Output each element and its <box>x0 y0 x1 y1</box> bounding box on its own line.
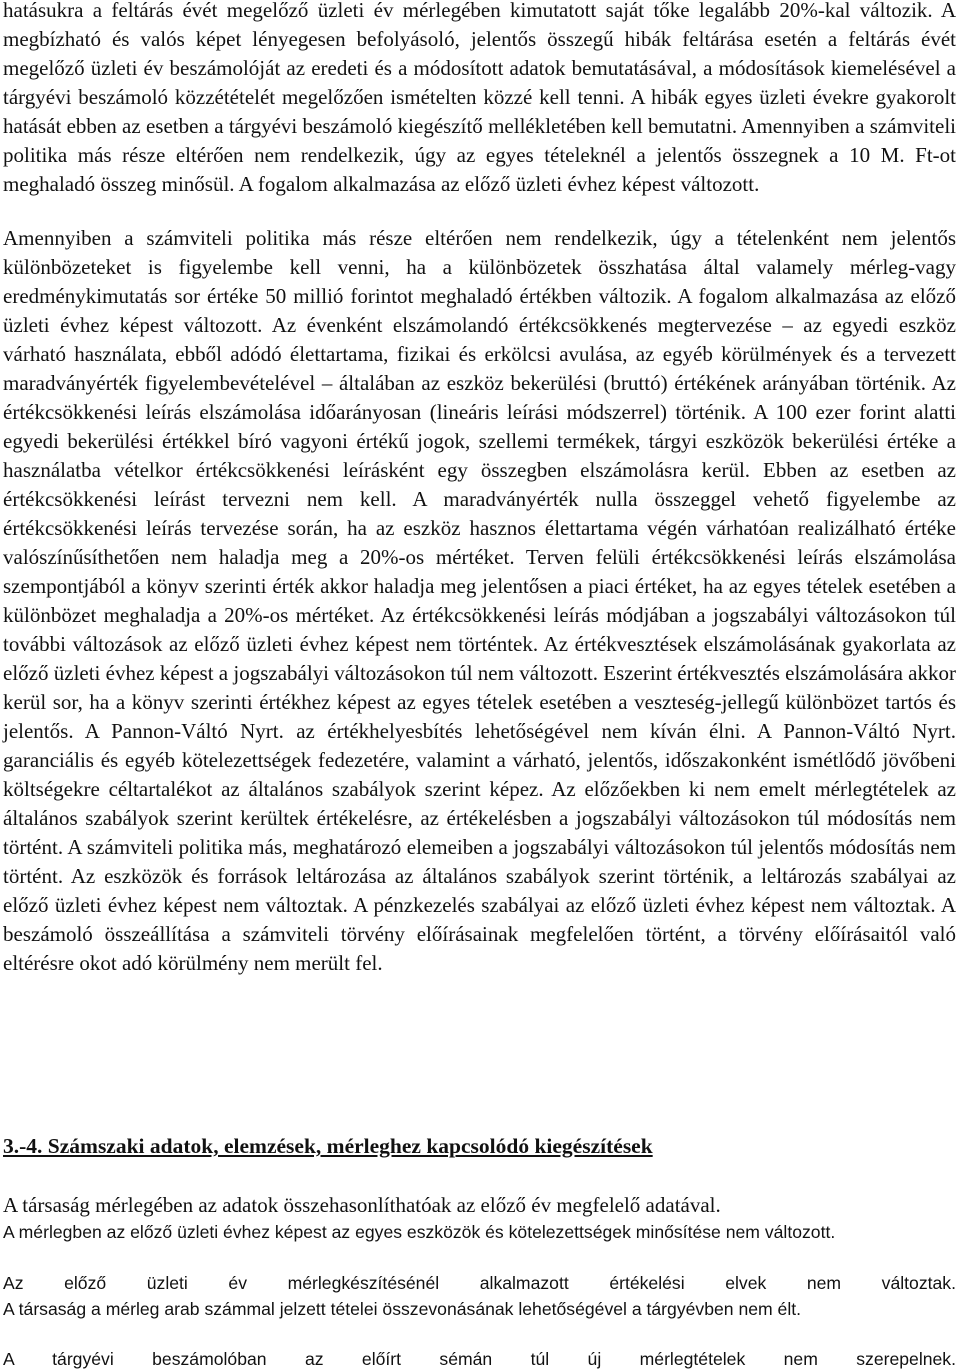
body-paragraph-top: hatásukra a feltárás évét megelőző üzleti év mérlegében kimutatott saját tőke legalább 20%-kal változik. A megbízható és valós képet lényegesen befolyásoló, jelentős összegű hibák feltárása esetén a feltárás évét megelőző üzleti év beszámolóját az eredeti és a módosított adatok bemutatásával, a módosítások kiemelésével a tárgyévi beszámoló közzétételét megelőzően ismételten közzé kell tenni. A hibák egyes üzleti évekre gyakorolt hatását ebben az esetben a tárgyévi beszámoló kiegészítő mellékletében kell bemutatni. Amennyiben a számviteli politika más része eltérően nem rendelkezik, úgy az egyes tételeknél a jelentős összegnek a 10 M. Ft-ot meghaladó összeg minősül. A fogalom alkalmazása az előző üzleti évhez képest változott. <box>3 0 956 196</box>
paragraph-classification: A mérlegben az előző üzleti évhez képest az egyes eszközök és kötelezettségek minősítése nem változott. <box>3 1222 836 1242</box>
paragraph-merging: A társaság a mérleg arab számmal jelzett tételei összevonásának lehetőségével a tárgyévben nem élt. <box>3 1299 802 1319</box>
paragraph-new-items: A tárgyévi beszámolóban az előírt sémán túl új mérlegtételek nem szerepelnek. <box>3 1349 956 1369</box>
paragraph-valuation: Az előző üzleti év mérlegkészítésénél alkalmazott értékelési elvek nem változtak. <box>3 1273 956 1293</box>
intro-sentence: A társaság mérlegében az adatok összehasonlíthatóak az előző év megfelelő adatával. <box>3 1193 721 1217</box>
body-paragraph-main: Amennyiben a számviteli politika más része eltérően nem rendelkezik, úgy a tételenként nem jelentős különbözeteket is figyelembe kell venni, ha a különbözetek összhatása által valamely mérleg-vagy eredménykimutatás sor értéke 50 millió forintot meghaladó értékben változik. A fogalom alkalmazása az előző üzleti évhez képest változott. Az évenként elszámolandó értékcsökkenés megtervezése – az egyedi eszköz várható használata, ebből adódó élettartama, fizikai és erkölcsi avulása, az egyéb körülmények és a tervezett maradványérték figyelembevételével – általában az eszköz bekerülési (bruttó) értékének arányában történik. Az értékcsökkenési leírás elszámolása időarányosan (lineáris leírási módszerrel) történik. A 100 ezer forint alatti egyedi bekerülési értékkel bíró vagyoni értékű jogok, szellemi termékek, tárgyi eszközök bekerülési értéke a használatba vételkor értékcsökkenési leírásként egy összegben elszámolásra kerül. Ebben az esetben az értékcsökkenési leírást tervezni nem kell. A maradványérték nulla összeggel vehető figyelembe az értékcsökkenési leírás tervezése során, ha az eszköz hasznos élettartama végén várhatóan realizálható értéke valószínűsíthetően nem haladja meg a 20%-os mértéket. Terven felüli értékcsökkenési leírás elszámolása szempontjából a könyv szerinti érték akkor haladja meg jelentősen a piaci értéket, ha az egyes tételek esetében a különbözet meghaladja a 20%-os mértéket. Az értékcsökkenési leírás módjában a jogszabályi változásokon túl további változások az előző üzleti évhez képest nem történtek. Az értékvesztések elszámolásának gyakorlata az előző üzleti évhez képest a jogszabályi változásokon túl nem változott. Eszerint értékvesztés elszámolására akkor kerül sor, ha a könyv szerinti értékhez képest az egyes tételek esetében a veszteség-jellegű különbözet tartós és jelentős. A Pannon-Váltó Nyrt. az értékhelyesbítés lehetőségével nem kíván élni. A Pannon-Váltó Nyrt. garanciális és egyéb kötelezettségek fedezetére, valamint a várható, jelentős, időszakonként ismétlődő jövőbeni költségekre céltartalékot az általános szabályok szerint képez. Az előzőekben ki nem emelt mérlegtételek az általános szabályok szerint kerültek értékelésre, az értékelésben a jogszabályi változásokon túl módosítás nem történt. A számviteli politika más, meghatározó elemeiben a jogszabályi változásokon túl jelentős módosítás nem történt. Az eszközök és források leltározása az általános szabályok szerint történik, a leltározás szabályai az előző üzleti évhez képest nem változtak. A pénzkezelés szabályai az előző üzleti évhez képest nem változtak. A beszámoló összeállítása a számviteli törvény előírásainak megfelelően történt, a törvény előírásaitól való eltérésre okot adó körülmény nem merült fel. <box>3 226 956 975</box>
section-heading: 3.-4. Számszaki adatok, elemzések, mérleghez kapcsolódó kiegészítések <box>3 1134 653 1158</box>
